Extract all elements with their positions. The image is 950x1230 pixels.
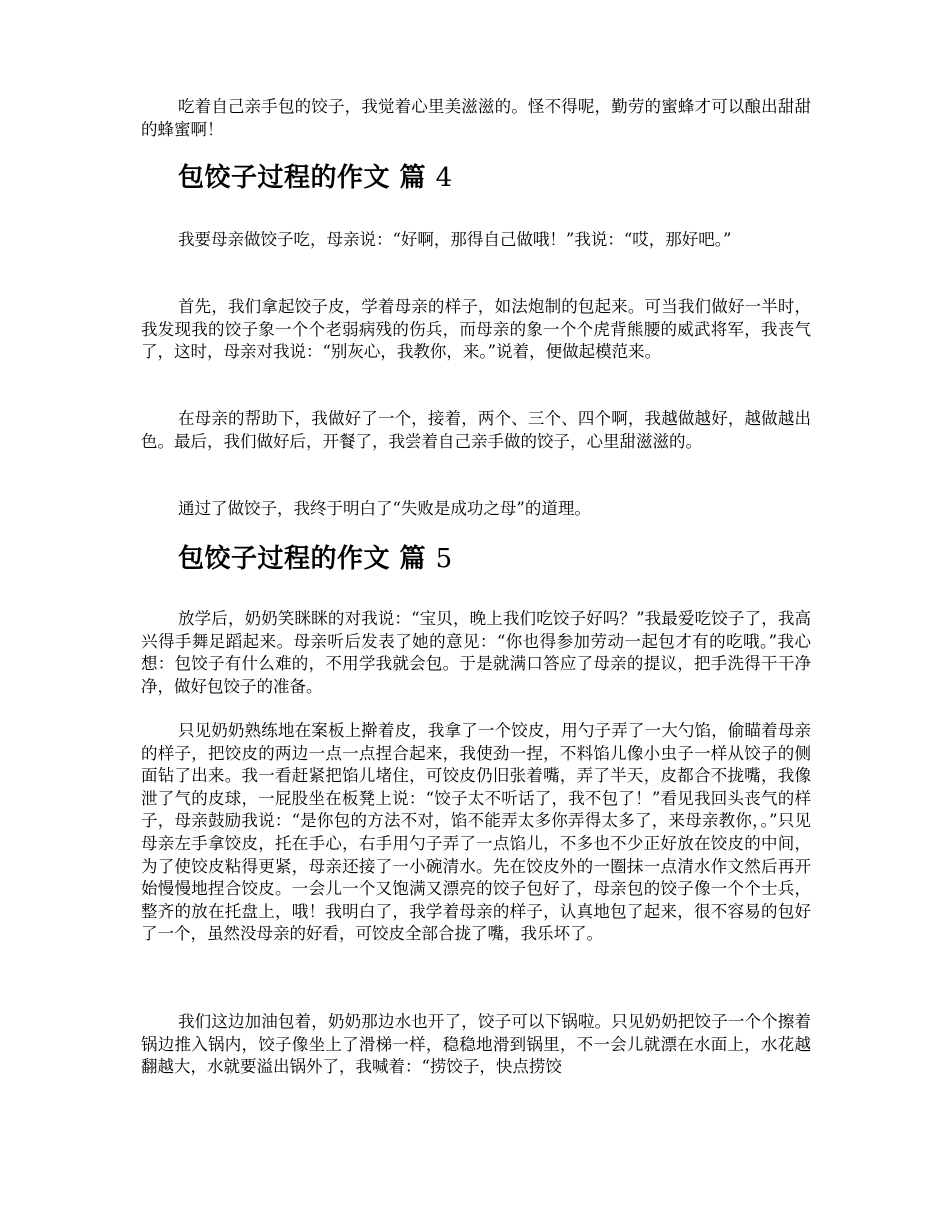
paragraph-5: 放学后，奶奶笑眯眯的对我说：“宝贝，晚上我们吃饺子好吗？”我最爱吃饺子了，我高兴得手舞足蹈起来。母亲听后发表了她的意见：“你也得参加劳动一起包才有的吃哦。”我心想：包饺子有什么难的，不用学我就会包。于是就满口答应了母亲的提议，把手洗得干干净净，做好包饺子的准备。 [141,609,811,696]
paragraph-6: 只见奶奶熟练地在案板上擀着皮，我拿了一个饺皮，用勺子弄了一大勺馅，偷瞄着母亲的样子，把饺皮的两边一点一点捏合起来，我使劲一捏，不料馅儿像小虫子一样从饺子的侧面钻了出来。我一看赶紧把馅儿堵住，可饺皮仍旧张着嘴，弄了半天，皮都合不拢嘴，我像泄了气的皮球，一屁股坐在板凳上说：“饺子太不听话了，我不包了！”看见我回头丧气的样子，母亲鼓励我说：“是你包的方法不对，馅不能弄太多你弄得太多了，来母亲教你，。”只见母亲左手拿饺皮，托在手心，右手用勺子弄了一点馅儿，不多也不少正好放在饺皮的中间，为了使饺皮粘得更紧，母亲还接了一小碗清水。先在饺皮外的一圈抹一点清水作文然后再开始慢慢地捏合饺皮。一会儿一个又饱满又漂亮的饺子包好了，母亲包的饺子像一个个士兵，整齐的放在托盘上，哦！我明白了，我学着母亲的样子，认真地包了起来，很不容易的包好了一个，虽然没母亲的好看，可饺皮全部合拢了嘴，我乐坏了。 [141,721,811,944]
heading-5-title: 包饺子过程的作文 篇 [178,544,427,574]
paragraph-3: 在母亲的帮助下，我做好了一个，接着，两个、三个、四个啊，我越做越好，越做越出色。最后，我们做好后，开餐了，我尝着自己亲手做的饺子，心里甜滋滋的。 [141,409,811,451]
section-heading-5 [178,542,453,576]
paragraph-1: 我要母亲做饺子吃，母亲说：“好啊，那得自己做哦！”我说：“哎，那好吧。” [178,230,732,249]
paragraph-intro: 吃着自己亲手包的饺子，我觉着心里美滋滋的。怪不得呢，勤劳的蜜蜂才可以酿出甜甜的蜂蜜啊！ [141,97,811,139]
paragraph-7: 我们这边加油包着，奶奶那边水也开了，饺子可以下锅啦。只见奶奶把饺子一个个擦着锅边推入锅内，饺子像坐上了滑梯一样，稳稳地滑到锅里，不一会儿就漂在水面上，水花越翻越大，水就要溢出锅外了，我喊着：“捞饺子，快点捞饺 [141,1012,811,1077]
paragraph-4: 通过了做饺子，我终于明白了“失败是成功之母”的道理。 [178,499,591,518]
heading-4-title: 包饺子过程的作文 篇 [178,163,427,193]
paragraph-2: 首先，我们拿起饺子皮，学着母亲的样子，如法炮制的包起来。可当我们做好一半时，我发现我的饺子象一个个老弱病残的伤兵，而母亲的象一个个虎背熊腰的威武将军，我丧气了，这时，母亲对我说：“别灰心，我教你，来。”说着，便做起模范来。 [141,297,811,362]
heading-5-number: 5 [435,544,453,574]
section-heading-4 [178,161,453,195]
heading-4-number: 4 [435,163,453,193]
